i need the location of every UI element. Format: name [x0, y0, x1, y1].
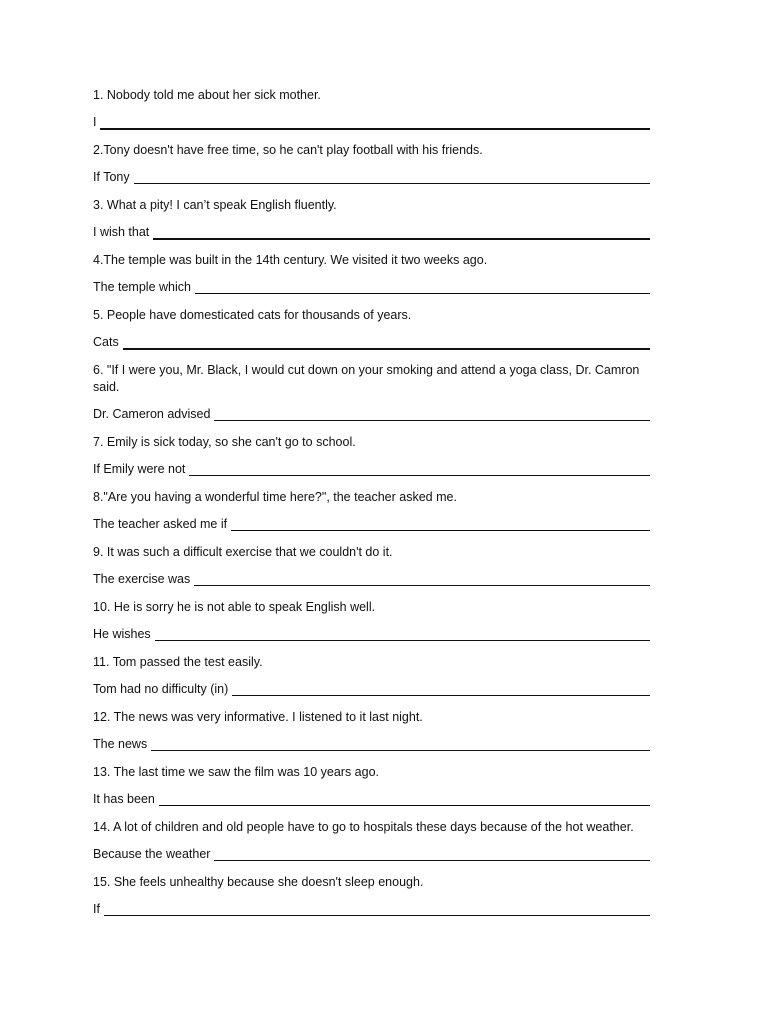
answer-blank[interactable] — [195, 280, 650, 294]
answer-blank[interactable] — [104, 902, 650, 916]
answer-stem: The exercise was — [93, 572, 191, 586]
question-10 — [93, 599, 661, 643]
answer-row — [93, 681, 650, 698]
answer-stem: Dr. Cameron advised — [93, 407, 211, 421]
answer-stem: I wish that — [93, 225, 150, 239]
question-prompt: 4.The temple was built in the 14th century. We visited it two weeks ago. — [93, 253, 488, 267]
question-3 — [93, 197, 661, 241]
question-prompt: 8."Are you having a wonderful time here?", the teacher asked me. — [93, 490, 457, 504]
answer-blank[interactable] — [151, 737, 650, 751]
answer-row — [93, 279, 650, 296]
question-prompt: 12. The news was very informative. I listened to it last night. — [93, 710, 423, 724]
answer-blank[interactable] — [194, 572, 650, 586]
question-prompt: 15. She feels unhealthy because she doesn't sleep enough. — [93, 875, 424, 889]
answer-blank[interactable] — [189, 462, 650, 476]
answer-stem: Because the weather — [93, 847, 211, 861]
answer-row — [93, 846, 650, 863]
answer-row — [93, 516, 650, 533]
answer-row — [93, 169, 650, 186]
answer-blank[interactable] — [159, 792, 650, 806]
answer-stem: The temple which — [93, 280, 191, 294]
question-1 — [93, 87, 661, 131]
question-7 — [93, 434, 661, 478]
answer-row — [93, 626, 650, 643]
question-12 — [93, 709, 661, 753]
answer-stem: If Tony — [93, 170, 130, 184]
answer-row — [93, 571, 650, 588]
question-prompt: 9. It was such a difficult exercise that we couldn't do it. — [93, 545, 393, 559]
question-9 — [93, 544, 661, 588]
answer-row — [93, 334, 650, 351]
answer-row — [93, 406, 650, 423]
answer-blank[interactable] — [100, 115, 650, 130]
answer-stem: I — [93, 115, 97, 129]
answer-row — [93, 461, 650, 478]
question-prompt: 5. People have domesticated cats for thousands of years. — [93, 308, 412, 322]
answer-stem: The news — [93, 737, 148, 751]
question-prompt: 14. A lot of children and old people have to go to hospitals these days because of the hot weather. — [93, 820, 634, 834]
question-14 — [93, 819, 661, 863]
answer-blank[interactable] — [153, 225, 650, 240]
answer-row — [93, 791, 650, 808]
question-prompt: 1. Nobody told me about her sick mother. — [93, 88, 321, 102]
answer-stem: The teacher asked me if — [93, 517, 228, 531]
answer-blank[interactable] — [232, 682, 650, 696]
answer-blank[interactable] — [123, 335, 650, 350]
question-prompt: 13. The last time we saw the film was 10 years ago. — [93, 765, 380, 779]
question-2 — [93, 142, 661, 186]
answer-row — [93, 224, 650, 241]
answer-blank[interactable] — [214, 407, 650, 421]
question-5 — [93, 307, 661, 351]
question-prompt: 10. He is sorry he is not able to speak English well. — [93, 600, 376, 614]
worksheet — [93, 87, 661, 929]
question-6 — [93, 362, 661, 423]
question-prompt: 11. Tom passed the test easily. — [93, 655, 263, 669]
question-prompt: 6. "If I were you, Mr. Black, I would cut down on your smoking and attend a yoga class, Dr. Camron said. — [93, 363, 640, 394]
answer-stem: It has been — [93, 792, 155, 806]
question-prompt: 3. What a pity! I can’t speak English fluently. — [93, 198, 337, 212]
answer-row — [93, 736, 650, 753]
answer-stem: He wishes — [93, 627, 151, 641]
question-prompt: 2.Tony doesn't have free time, so he can't play football with his friends. — [93, 143, 483, 157]
answer-blank[interactable] — [214, 847, 650, 861]
answer-blank[interactable] — [134, 170, 650, 184]
answer-blank[interactable] — [231, 517, 650, 531]
answer-stem: Tom had no difficulty (in) — [93, 682, 229, 696]
answer-stem: If — [93, 902, 100, 916]
answer-stem: If Emily were not — [93, 462, 186, 476]
answer-row — [93, 901, 650, 918]
question-11 — [93, 654, 661, 698]
question-15 — [93, 874, 661, 918]
question-8 — [93, 489, 661, 533]
question-prompt: 7. Emily is sick today, so she can't go to school. — [93, 435, 356, 449]
question-4 — [93, 252, 661, 296]
answer-blank[interactable] — [155, 627, 650, 641]
answer-row — [93, 114, 650, 131]
question-13 — [93, 764, 661, 808]
answer-stem: Cats — [93, 335, 119, 349]
